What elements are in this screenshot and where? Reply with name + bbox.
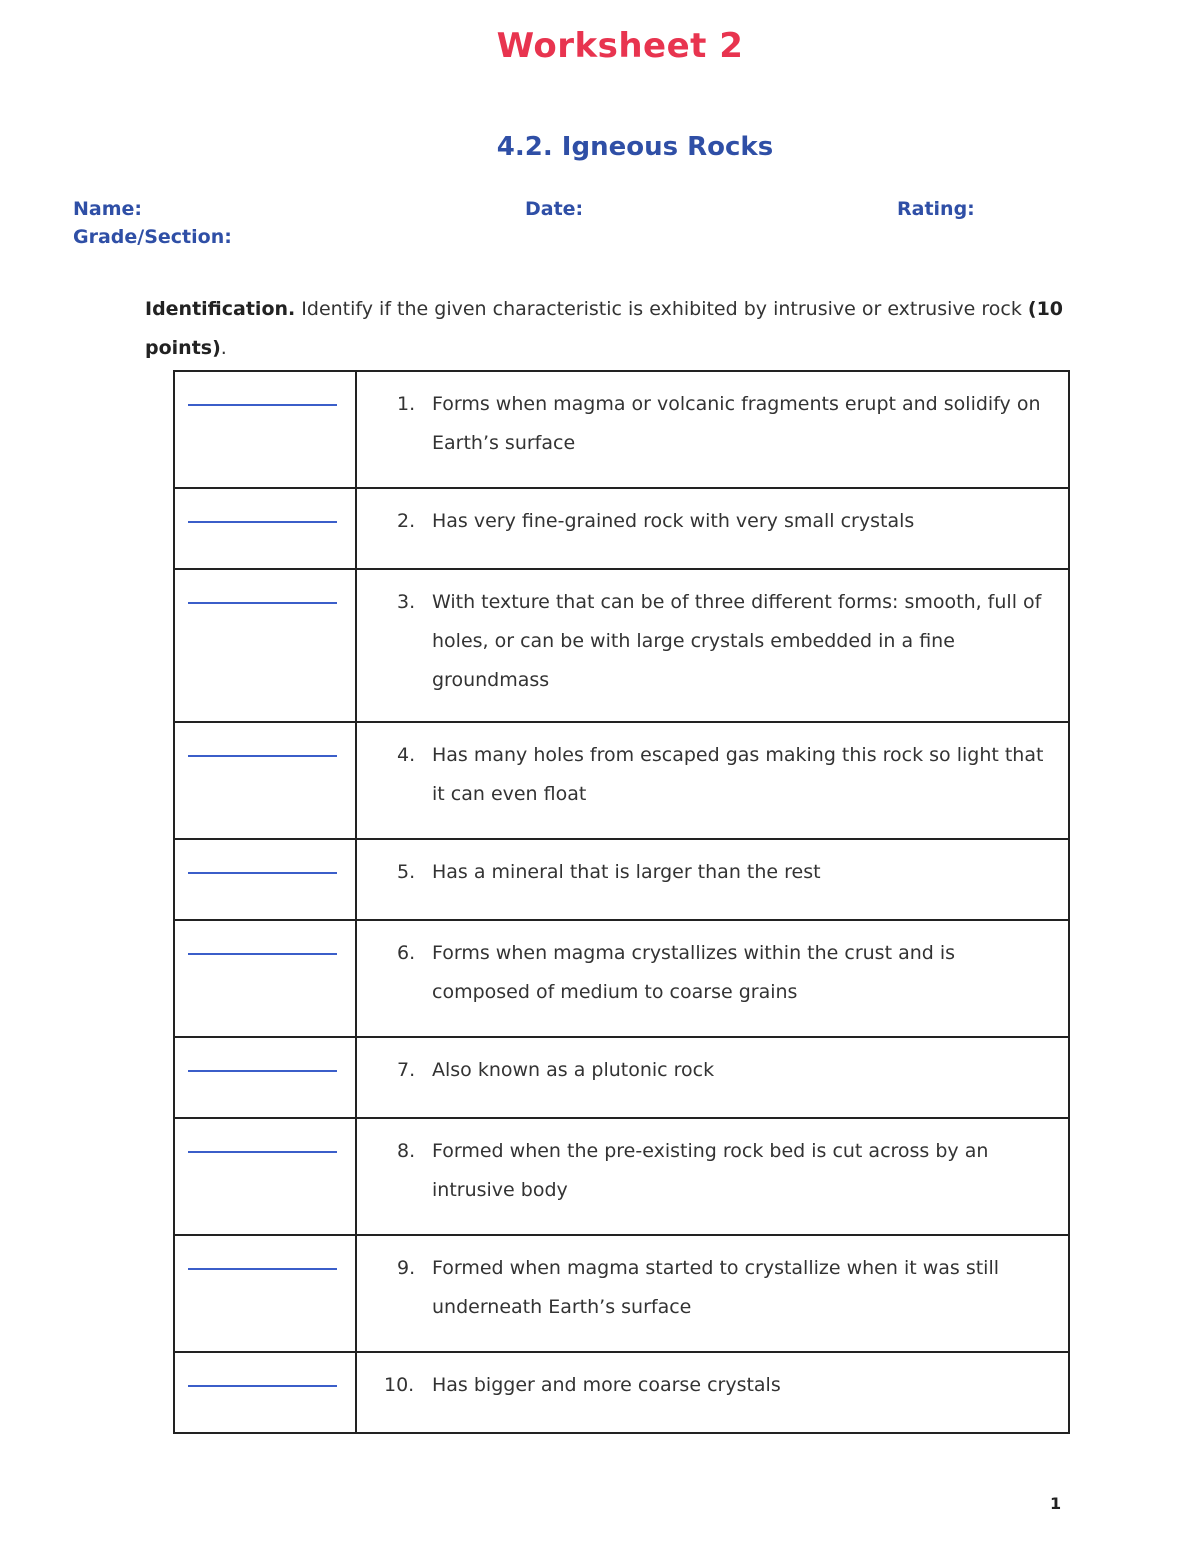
table-row <box>174 1235 1069 1352</box>
item-description: Formed when magma started to crystallize when it was still underneath Earth’s surface <box>432 1257 1000 1318</box>
answer-cell[interactable] <box>174 488 356 569</box>
instructions-points: (10 points) <box>145 298 1064 359</box>
table-row <box>174 722 1069 839</box>
item-number: 3. <box>397 591 416 613</box>
item-description: Forms when magma or volcanic fragments erupt and solidify on Earth’s surface <box>432 393 1041 454</box>
item-number: 4. <box>397 744 416 766</box>
item-description: Forms when magma crystallizes within the crust and is composed of medium to coarse grains <box>432 942 956 1003</box>
item-cell <box>356 839 1069 920</box>
item-cell <box>356 1037 1069 1118</box>
answer-cell[interactable] <box>174 1352 356 1433</box>
answer-line[interactable] <box>188 521 337 523</box>
answer-line[interactable] <box>188 404 337 406</box>
item-text <box>397 1249 1054 1327</box>
item-cell <box>356 920 1069 1037</box>
instructions <box>145 290 1085 368</box>
item-cell <box>356 1352 1069 1433</box>
table-row <box>174 569 1069 722</box>
answer-line[interactable] <box>188 1151 337 1153</box>
item-text <box>397 1051 1054 1090</box>
table-row <box>174 1037 1069 1118</box>
item-cell <box>356 722 1069 839</box>
table-row <box>174 371 1069 488</box>
name-label: Name: <box>73 198 143 220</box>
answer-cell[interactable] <box>174 722 356 839</box>
grade-section-label: Grade/Section: <box>73 226 232 248</box>
item-description: Has a mineral that is larger than the rest <box>432 861 821 883</box>
table-row <box>174 839 1069 920</box>
item-number: 7. <box>397 1059 416 1081</box>
answer-cell[interactable] <box>174 1235 356 1352</box>
item-text <box>397 853 1054 892</box>
identification-table <box>173 370 1070 1434</box>
item-description: Has many holes from escaped gas making this rock so light that it can even float <box>432 744 1044 805</box>
item-number: 9. <box>397 1257 416 1279</box>
item-text <box>397 736 1054 814</box>
answer-cell[interactable] <box>174 839 356 920</box>
answer-line[interactable] <box>188 755 337 757</box>
item-text <box>397 583 1054 700</box>
item-description: Formed when the pre-existing rock bed is cut across by an intrusive body <box>432 1140 989 1201</box>
answer-line[interactable] <box>188 1385 337 1387</box>
table-row <box>174 1352 1069 1433</box>
item-description: Has bigger and more coarse crystals <box>432 1374 781 1396</box>
item-text <box>397 502 1054 541</box>
answer-line[interactable] <box>188 602 337 604</box>
answer-line[interactable] <box>188 1268 337 1270</box>
date-label: Date: <box>525 198 584 220</box>
item-number: 6. <box>397 942 416 964</box>
answer-cell[interactable] <box>174 1037 356 1118</box>
table-row <box>174 1118 1069 1235</box>
rating-label: Rating: <box>897 198 975 220</box>
item-description: Has very fine-grained rock with very small crystals <box>432 510 915 532</box>
answer-line[interactable] <box>188 872 337 874</box>
instructions-end: . <box>220 337 227 359</box>
item-number: 8. <box>397 1140 416 1162</box>
lesson-title: 4.2. Igneous Rocks <box>496 132 774 162</box>
item-description: Also known as a plutonic rock <box>432 1059 715 1081</box>
item-cell <box>356 569 1069 722</box>
item-number: 1. <box>397 393 416 415</box>
item-cell <box>356 488 1069 569</box>
item-description: With texture that can be of three different forms: smooth, full of holes, or can be with large crystals embedded in a fine groundmass <box>432 591 1042 691</box>
worksheet-title: Worksheet 2 <box>496 26 744 66</box>
table-row <box>174 488 1069 569</box>
item-number: 2. <box>397 510 416 532</box>
item-cell <box>356 1235 1069 1352</box>
answer-cell[interactable] <box>174 569 356 722</box>
item-text <box>384 1366 1054 1405</box>
answer-cell[interactable] <box>174 371 356 488</box>
item-text <box>397 934 1054 1012</box>
page-number: 1 <box>1050 1494 1062 1513</box>
item-cell <box>356 371 1069 488</box>
item-number: 5. <box>397 861 416 883</box>
instructions-text: Identify if the given characteristic is exhibited by intrusive or extrusive rock <box>295 298 1028 320</box>
answer-line[interactable] <box>188 953 337 955</box>
item-cell <box>356 1118 1069 1235</box>
answer-cell[interactable] <box>174 1118 356 1235</box>
answer-cell[interactable] <box>174 920 356 1037</box>
item-text <box>397 385 1054 463</box>
answer-line[interactable] <box>188 1070 337 1072</box>
item-number: 10. <box>384 1374 415 1396</box>
item-text <box>397 1132 1054 1210</box>
table-row <box>174 920 1069 1037</box>
instructions-label: Identification. <box>145 298 296 320</box>
